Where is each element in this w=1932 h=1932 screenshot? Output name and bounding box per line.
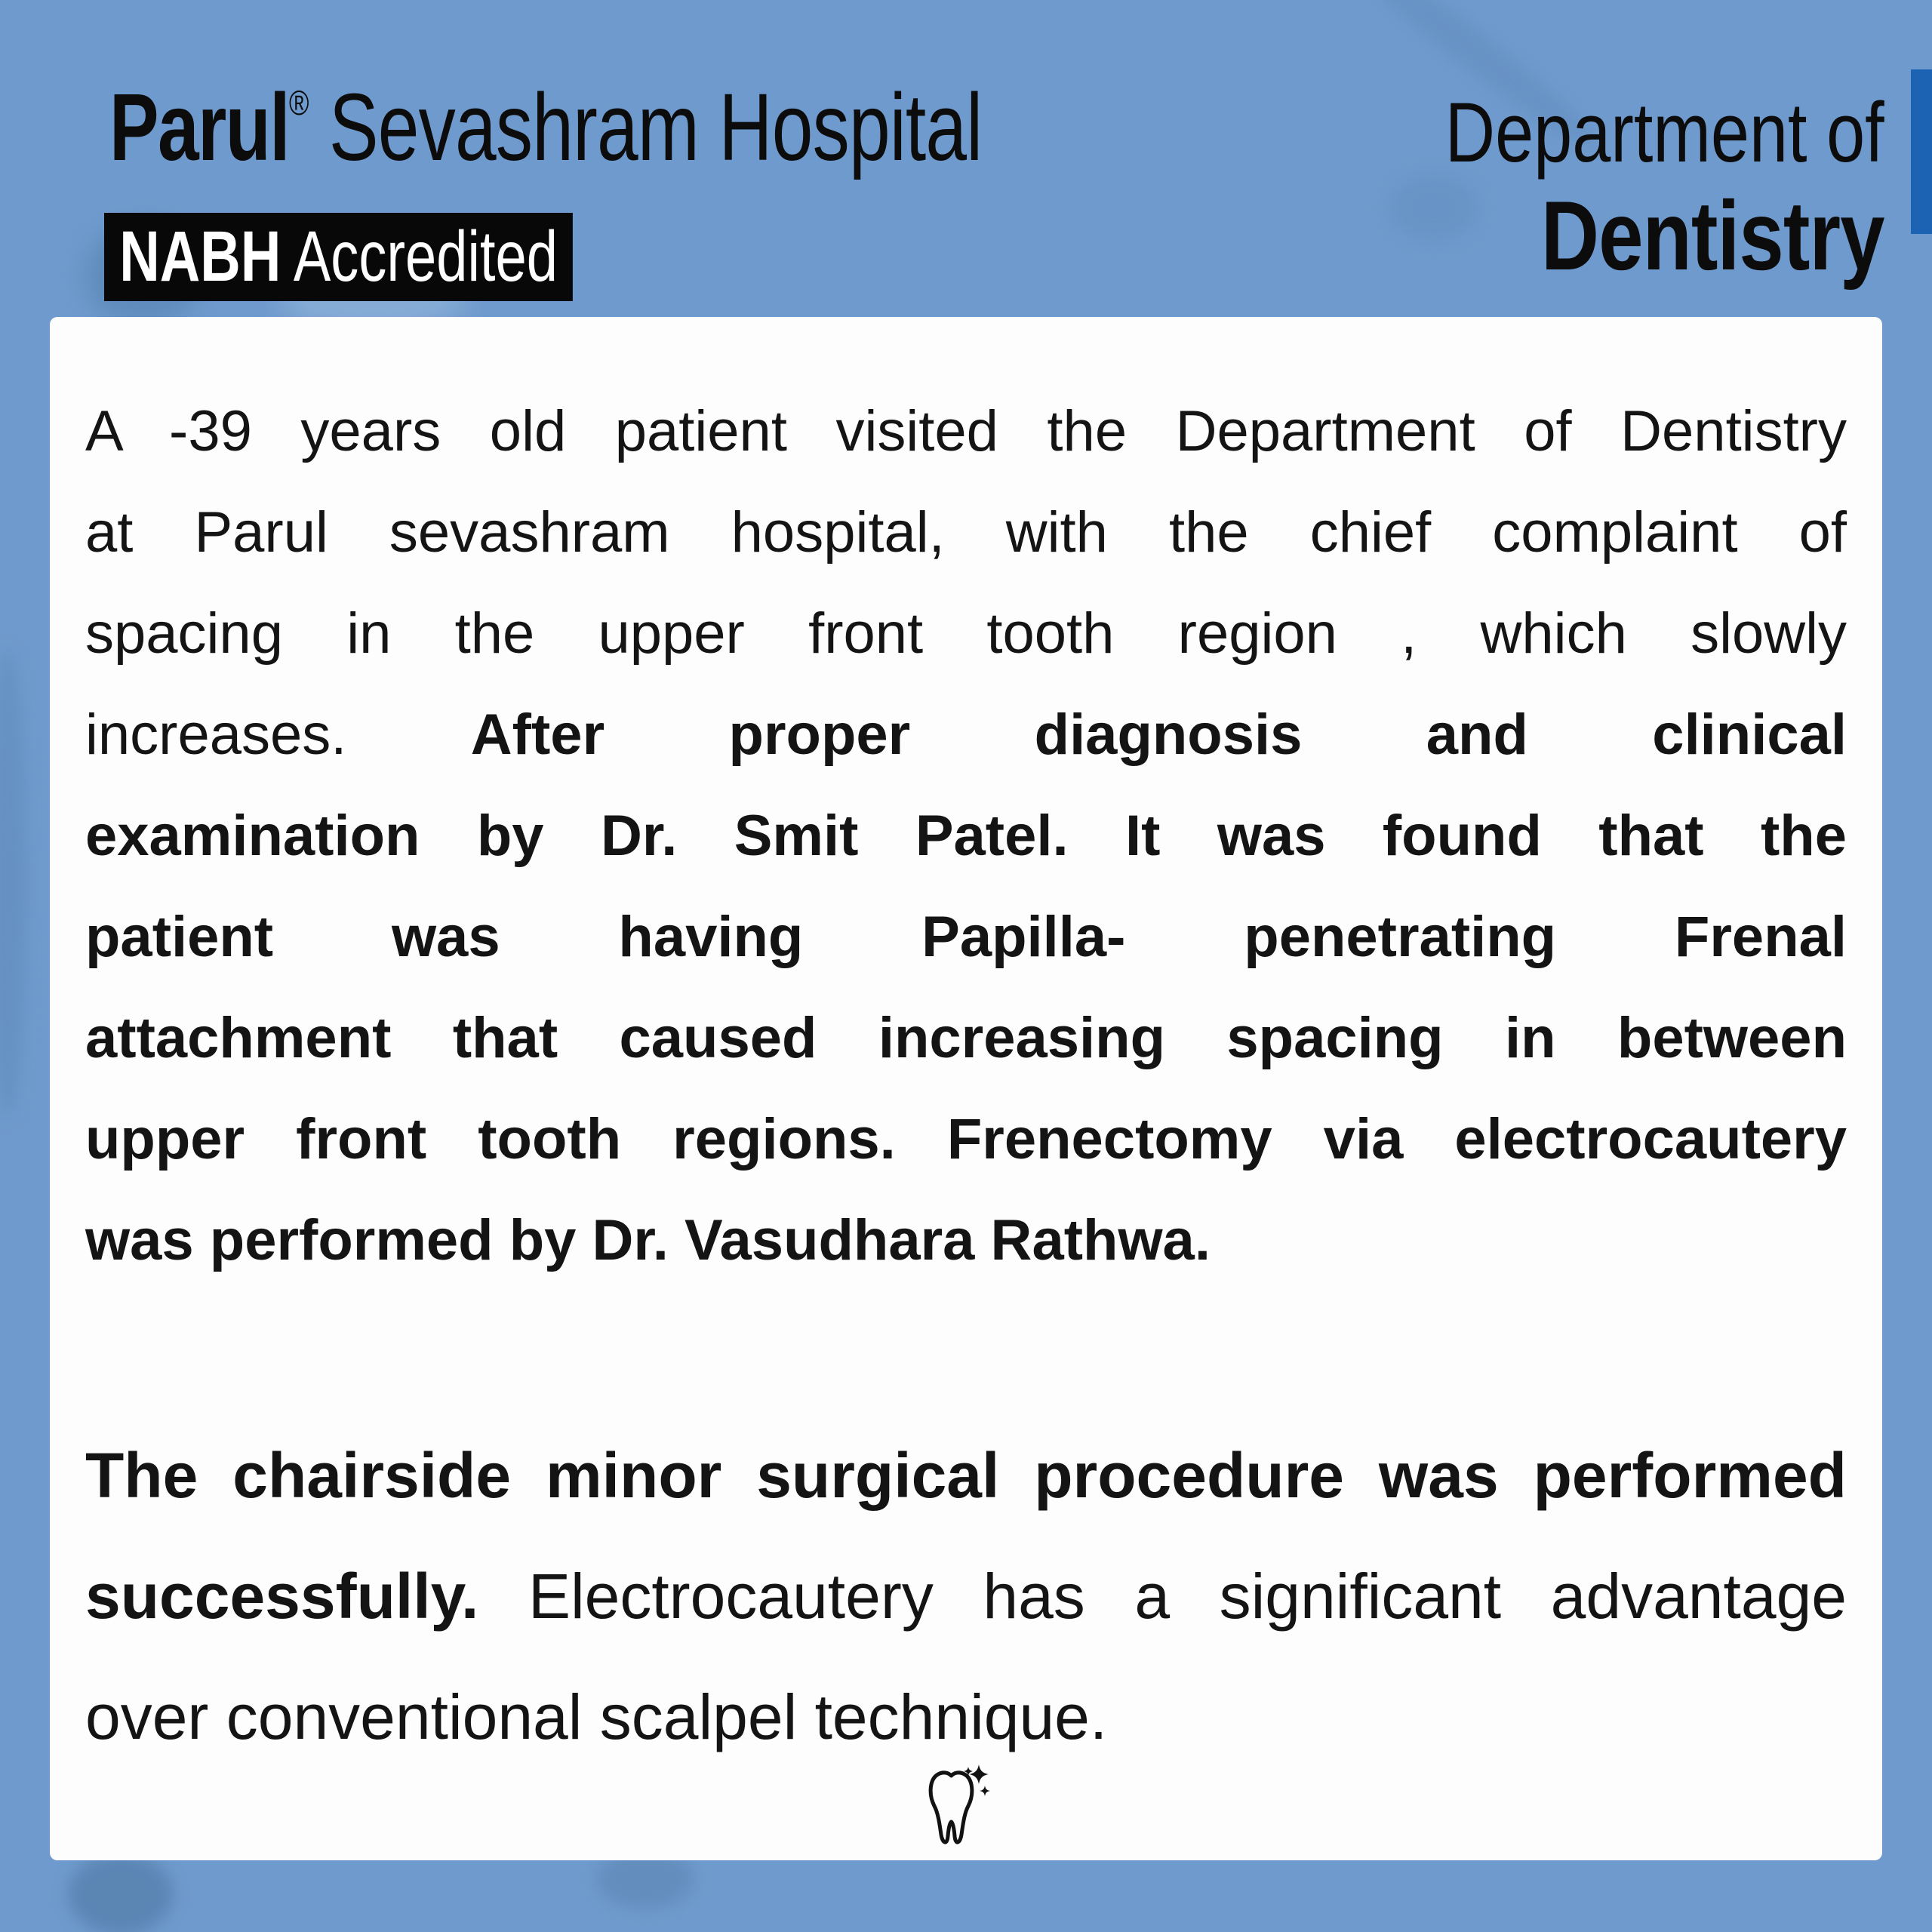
case-text-segment: patient was having Papilla- penetrating Frenal (85, 905, 1847, 969)
case-text-segment: attachment that caused increasing spacing in between (85, 1006, 1847, 1070)
case-text-line (85, 1089, 1847, 1190)
case-text-segment: Electrocautery has a significant advantage (528, 1561, 1847, 1632)
hospital-logo (109, 74, 983, 180)
background-photo-blob (68, 1853, 174, 1932)
background-photo-blob (0, 649, 26, 1117)
nabh-badge (104, 213, 573, 301)
department-title-line2: Dentistry (1541, 180, 1884, 291)
case-study-card (50, 317, 1882, 1860)
registered-trademark-symbol: ® (288, 83, 309, 122)
case-text-line (85, 988, 1847, 1089)
case-text-segment: successfully. (85, 1561, 479, 1632)
case-text-segment: at Parul sevashram hospital, with the chief complaint of (85, 500, 1847, 565)
logo-rest-text: Sevashram Hospital (309, 74, 983, 180)
department-title-line1: Department of (1445, 85, 1884, 180)
case-text-line (85, 1415, 1847, 1536)
case-text-line (85, 685, 1847, 786)
case-study-text (50, 317, 1882, 1777)
case-text-line (85, 381, 1847, 482)
case-text-segment: upper front tooth regions. Frenectomy via electrocautery (85, 1107, 1847, 1171)
case-text-line (85, 1536, 1847, 1657)
case-text-segment: After proper diagnosis and clinical (470, 703, 1847, 767)
case-text-segment: A -39 years old patient visited the Department of Dentistry (85, 399, 1847, 463)
nabh-badge-rest-text: Accredited (281, 217, 558, 297)
case-text-segment: spacing in the upper front tooth region , which slowly (85, 601, 1847, 666)
case-text-segment: examination by Dr. Smit Patel. It was found that the (85, 804, 1847, 868)
case-text-segment: The chairside minor surgical procedure was performed (85, 1440, 1847, 1511)
nabh-badge-bold-text: NABH (119, 217, 281, 297)
case-text-line (85, 482, 1847, 583)
accent-bar (1911, 69, 1932, 234)
case-text-segment: was performed by Dr. Vasudhara Rathwa. (85, 1208, 1211, 1272)
case-text-line (85, 786, 1847, 887)
case-text-segment: increases. (85, 703, 347, 767)
case-text-line (85, 1190, 1847, 1291)
case-text-line (85, 583, 1847, 685)
case-text-segment: over conventional scalpel technique. (85, 1681, 1108, 1752)
case-text-line (85, 887, 1847, 988)
case-text-line (85, 1657, 1847, 1777)
department-title (1445, 83, 1884, 289)
tooth-sparkle-icon (926, 1764, 991, 1846)
logo-brand-text: Parul (109, 74, 289, 180)
